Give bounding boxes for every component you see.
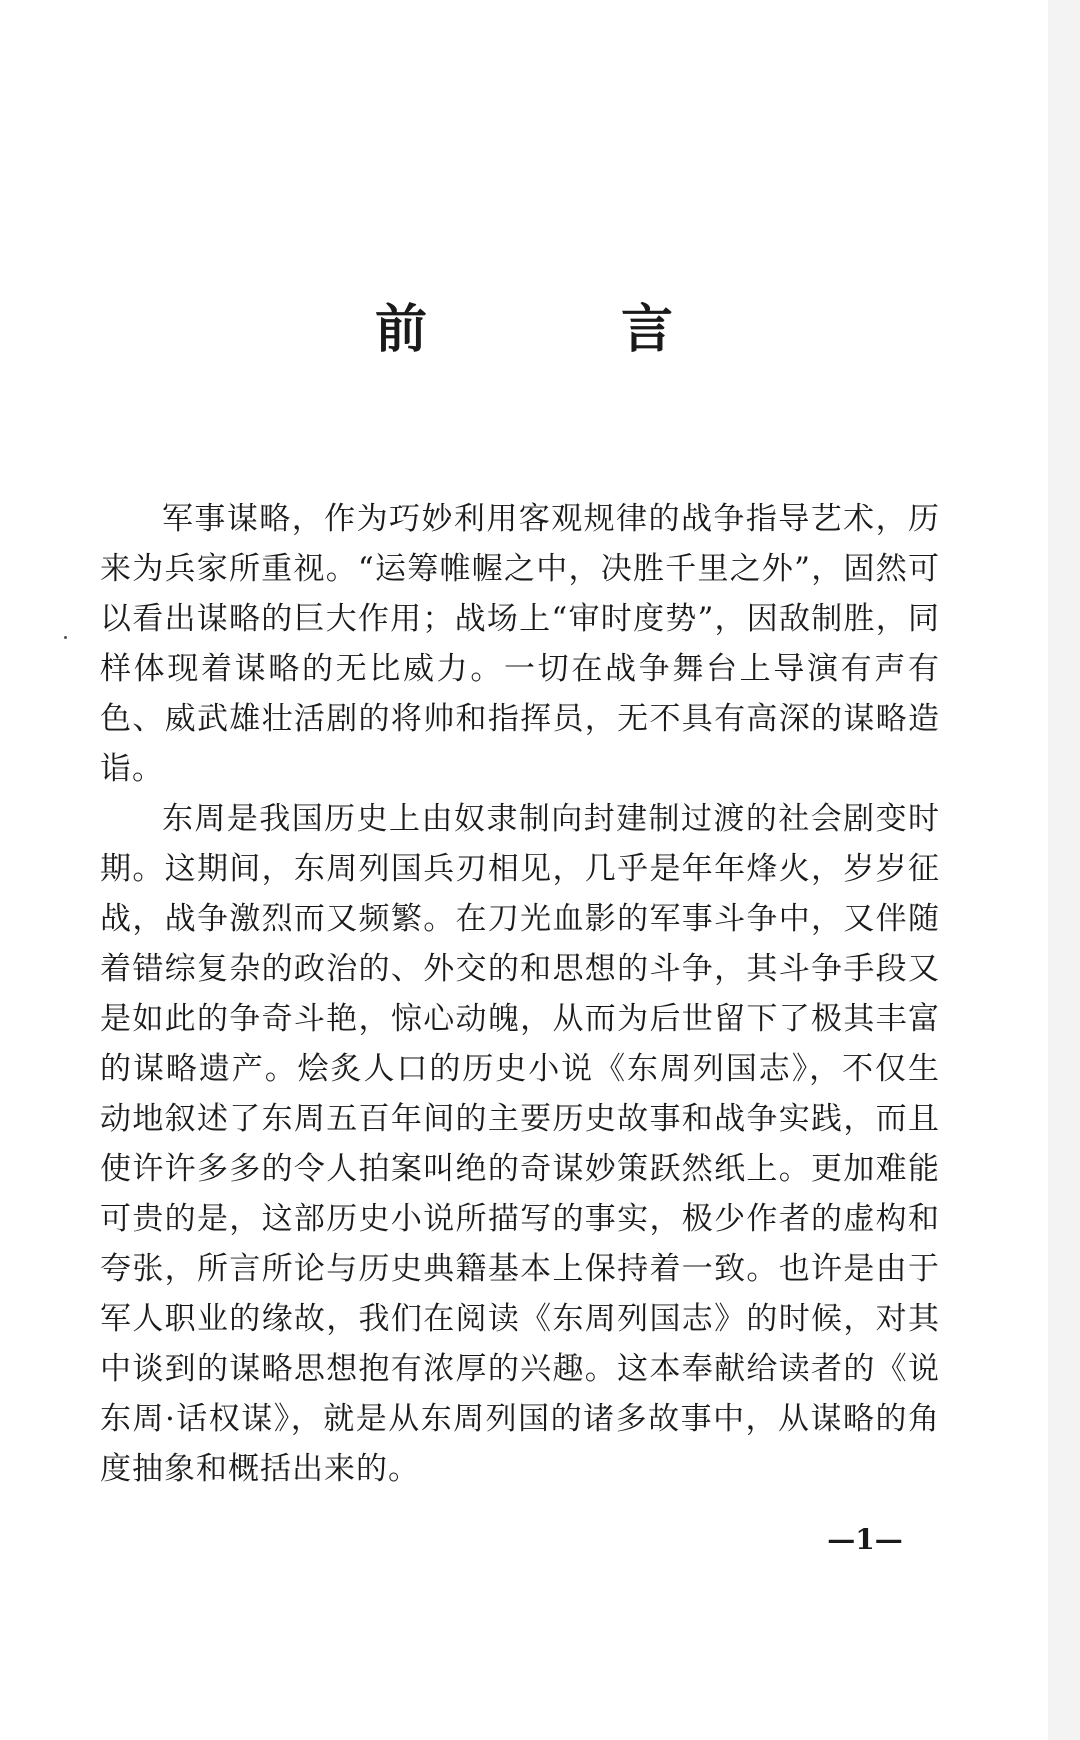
paragraph-1: 军事谋略，作为巧妙利用客观规律的战争指导艺术，历来为兵家所重视。“运筹帷幄之中，决胜千里之外”，固然可以看出谋略的巨大作用；战场上“审时度势”，因敌制胜，同样体现着谋略的无比威力。一切在战争舞台上导演有声有色、威武雄壮活剧的将帅和指挥员，无不具有高深的谋略造诣。 — [100, 501, 940, 787]
scan-margin — [1048, 0, 1080, 1740]
scan-speck — [64, 636, 67, 639]
page-number: —1— — [827, 1523, 903, 1556]
page-title: 前 言 — [374, 299, 762, 360]
preface-body — [100, 494, 940, 1494]
paragraph-2: 东周是我国历史上由奴隶制向封建制过渡的社会剧变时期。这期间，东周列国兵刃相见，几乎是年年烽火，岁岁征战，战争激烈而又频繁。在刀光血影的军事斗争中，又伴随着错综复杂的政治的、外交的和思想的斗争，其斗争手段又是如此的争奇斗艳，惊心动魄，从而为后世留下了极其丰富的谋略遗产。烩炙人口的历史小说《东周列国志》，不仅生动地叙述了东周五百年间的主要历史故事和战争实践，而且使许许多多的令人拍案叫绝的奇谋妙策跃然纸上。更加难能可贵的是，这部历史小说所描写的事实，极少作者的虚构和夸张，所言所论与历史典籍基本上保持着一致。也许是由于军人职业的缘故，我们在阅读《东周列国志》的时候，对其中谈到的谋略思想抱有浓厚的兴趣。这本奉献给读者的《说东周·话权谋》，就是从东周列国的诸多故事中，从谋略的角度抽象和概括出来的。 — [100, 801, 940, 1487]
